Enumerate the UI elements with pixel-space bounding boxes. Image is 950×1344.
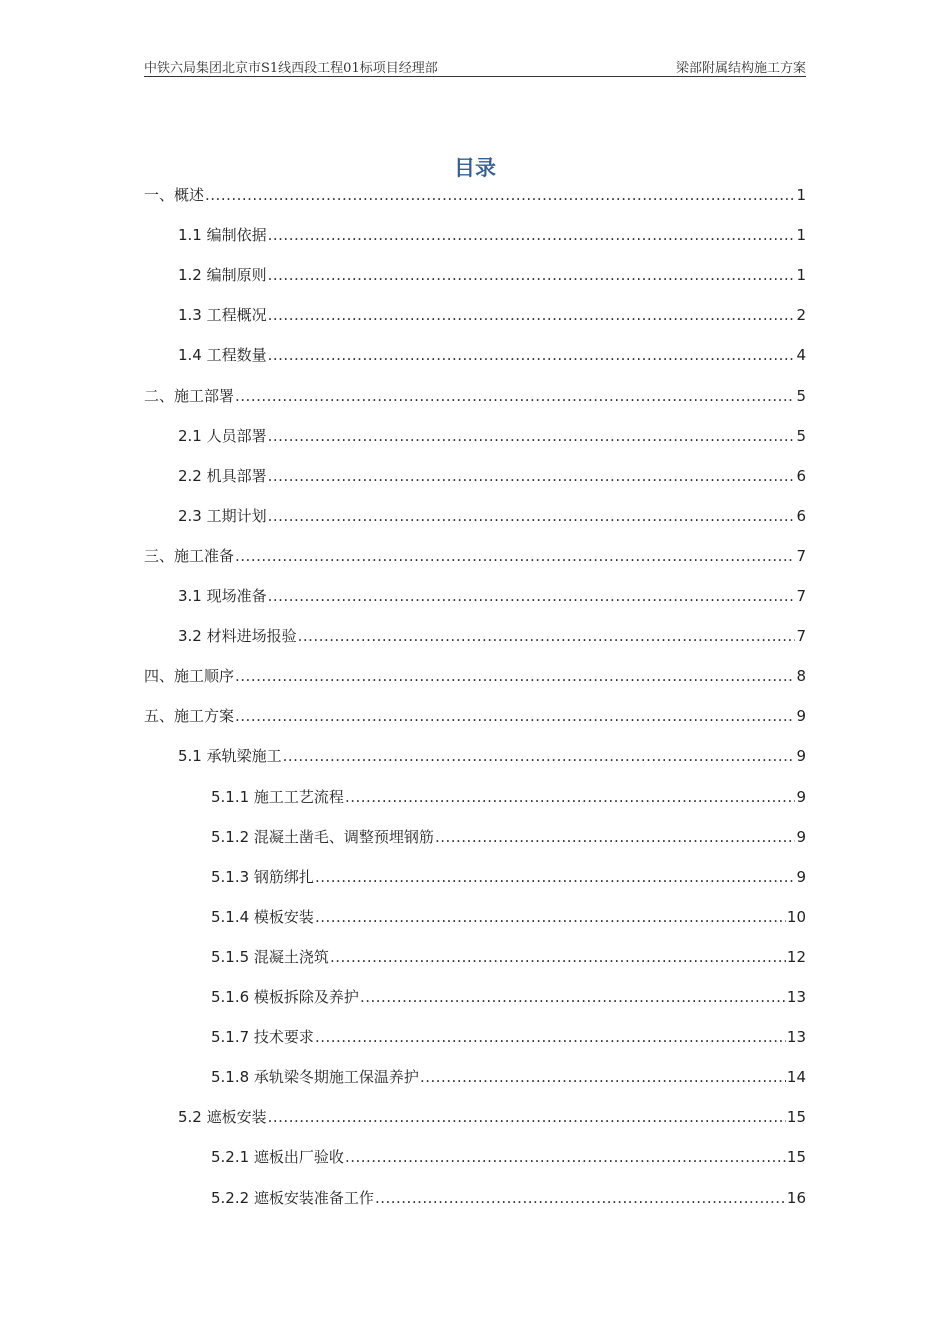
toc-entry[interactable]	[211, 946, 806, 968]
toc-entry-label: 2.1 人员部署	[178, 427, 267, 445]
toc-dot-leader	[268, 465, 796, 487]
toc-entry-label: 2.3 工期计划	[178, 507, 267, 525]
toc-dot-leader	[283, 745, 796, 767]
toc-dot-leader	[298, 625, 796, 647]
toc-entry-page-number: 15	[786, 1148, 806, 1166]
toc-dot-leader	[235, 385, 795, 407]
toc-entry[interactable]	[178, 625, 806, 647]
toc-entry[interactable]	[178, 505, 806, 527]
page-header	[144, 56, 806, 77]
toc-entry[interactable]	[178, 264, 806, 286]
toc-entry[interactable]	[211, 1187, 806, 1209]
toc-entry-page-number: 13	[786, 988, 806, 1006]
toc-dot-leader	[435, 826, 796, 848]
toc-entry-label: 五、施工方案	[144, 707, 235, 725]
toc-entry-page-number: 5	[796, 387, 806, 405]
header-organization: 中铁六局集团北京市S1线西段工程01标项目经理部	[144, 61, 438, 76]
toc-entry[interactable]	[211, 826, 806, 848]
toc-dot-leader	[235, 665, 795, 687]
toc-entry-page-number: 1	[796, 226, 806, 244]
toc-entry[interactable]	[178, 425, 806, 447]
toc-entry-page-number: 6	[796, 507, 806, 525]
toc-dot-leader	[375, 1187, 786, 1209]
toc-entry-page-number: 7	[796, 587, 806, 605]
toc-entry-label: 四、施工顺序	[144, 667, 235, 685]
toc-dot-leader	[360, 986, 786, 1008]
toc-dot-leader	[268, 425, 796, 447]
toc-dot-leader	[315, 1026, 786, 1048]
toc-entry-label: 5.1 承轨梁施工	[178, 747, 282, 765]
toc-entry-label: 5.2.1 遮板出厂验收	[211, 1148, 344, 1166]
toc-dot-leader	[268, 304, 796, 326]
toc-entry-page-number: 1	[796, 186, 806, 204]
toc-dot-leader	[235, 705, 795, 727]
toc-entry-page-number: 9	[796, 788, 806, 806]
toc-entry[interactable]	[144, 705, 806, 727]
toc-dot-leader	[205, 184, 795, 206]
toc-entry-page-number: 2	[796, 306, 806, 324]
toc-entry-label: 5.1.1 施工工艺流程	[211, 788, 344, 806]
toc-entry-page-number: 4	[796, 346, 806, 364]
toc-entry-label: 5.2 遮板安装	[178, 1108, 267, 1126]
toc-entry-page-number: 16	[786, 1189, 806, 1207]
toc-entry[interactable]	[178, 745, 806, 767]
toc-entry-page-number: 9	[796, 868, 806, 886]
toc-entry[interactable]	[211, 866, 806, 888]
toc-entry-page-number: 5	[796, 427, 806, 445]
toc-entry-label: 1.1 编制依据	[178, 226, 267, 244]
toc-entry-page-number: 10	[786, 908, 806, 926]
toc-dot-leader	[235, 545, 795, 567]
toc-entry-label: 5.1.4 模板安装	[211, 908, 314, 926]
toc-entry-label: 5.1.6 模板拆除及养护	[211, 988, 359, 1006]
toc-dot-leader	[345, 786, 796, 808]
toc-entry-label: 2.2 机具部署	[178, 467, 267, 485]
toc-entry-label: 5.1.5 混凝土浇筑	[211, 948, 329, 966]
toc-dot-leader	[268, 264, 796, 286]
toc-entry-label: 二、施工部署	[144, 387, 235, 405]
toc-entry[interactable]	[211, 1066, 806, 1088]
header-document-title: 梁部附属结构施工方案	[675, 61, 806, 76]
toc-entry[interactable]	[144, 545, 806, 567]
toc-entry-page-number: 7	[796, 627, 806, 645]
toc-entry-label: 3.1 现场准备	[178, 587, 267, 605]
toc-entry-label: 三、施工准备	[144, 547, 235, 565]
toc-dot-leader	[268, 344, 796, 366]
toc-entry-label: 1.2 编制原则	[178, 266, 267, 284]
toc-entry-page-number: 8	[796, 667, 806, 685]
toc-entry-page-number: 9	[796, 707, 806, 725]
toc-entry[interactable]	[178, 1106, 806, 1128]
toc-entry-page-number: 15	[786, 1108, 806, 1126]
toc-entry-page-number: 14	[786, 1068, 806, 1086]
toc-entry-label: 1.4 工程数量	[178, 346, 267, 364]
toc-entry-label: 5.1.2 混凝土凿毛、调整预埋钢筋	[211, 828, 434, 846]
toc-entry-page-number: 7	[796, 547, 806, 565]
toc-dot-leader	[345, 1146, 786, 1168]
toc-title: 目录	[454, 155, 496, 180]
toc-entry-label: 5.1.8 承轨梁冬期施工保温养护	[211, 1068, 419, 1086]
toc-entry-page-number: 9	[796, 747, 806, 765]
toc-entry[interactable]	[211, 1146, 806, 1168]
toc-entry[interactable]	[178, 585, 806, 607]
toc-entry[interactable]	[211, 906, 806, 928]
toc-entry[interactable]	[178, 465, 806, 487]
toc-entry-page-number: 12	[786, 948, 806, 966]
toc-entry[interactable]	[178, 224, 806, 246]
toc-entry[interactable]	[211, 786, 806, 808]
toc-entry-page-number: 13	[786, 1028, 806, 1046]
toc-entry-page-number: 6	[796, 467, 806, 485]
toc-entry[interactable]	[211, 1026, 806, 1048]
toc-entry[interactable]	[144, 184, 806, 206]
toc-dot-leader	[330, 946, 786, 968]
toc-entry[interactable]	[211, 986, 806, 1008]
toc-dot-leader	[268, 224, 796, 246]
toc-dot-leader	[268, 585, 796, 607]
toc-entry-label: 一、概述	[144, 186, 205, 204]
toc-dot-leader	[420, 1066, 786, 1088]
toc-entry-page-number: 9	[796, 828, 806, 846]
toc-dot-leader	[268, 505, 796, 527]
toc-entry[interactable]	[144, 665, 806, 687]
toc-entry-label: 3.2 材料进场报验	[178, 627, 297, 645]
toc-entry-label: 5.2.2 遮板安装准备工作	[211, 1189, 374, 1207]
toc-entry-label: 1.3 工程概况	[178, 306, 267, 324]
toc-entry[interactable]	[144, 385, 806, 407]
toc-entry-label: 5.1.3 钢筋绑扎	[211, 868, 314, 886]
toc-entry[interactable]	[178, 344, 806, 366]
toc-dot-leader	[315, 866, 796, 888]
toc-entry-label: 5.1.7 技术要求	[211, 1028, 314, 1046]
toc-entry[interactable]	[178, 304, 806, 326]
toc-entry-page-number: 1	[796, 266, 806, 284]
toc-dot-leader	[268, 1106, 786, 1128]
toc-dot-leader	[315, 906, 786, 928]
